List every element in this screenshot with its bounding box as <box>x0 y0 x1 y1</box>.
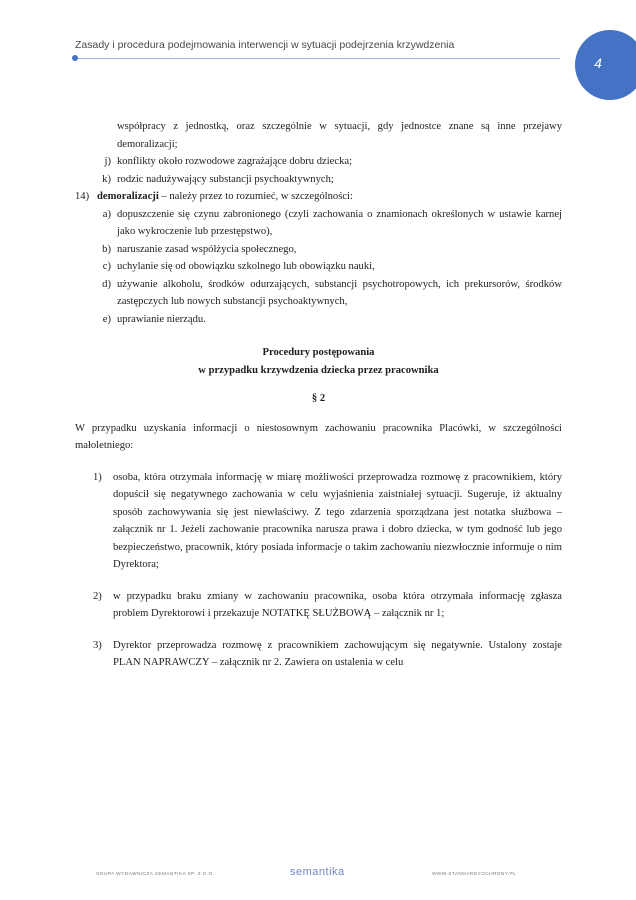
list-item-k <box>75 171 562 189</box>
paragraph-sign: § 2 <box>311 393 326 404</box>
list-item-text: dopuszczenie się czynu zabronionego (czyli zachowania o znamionach określonych w ustawie karnej jako wykroczenie lub przestępstwo), <box>117 208 562 237</box>
footer-logo: semantika <box>290 866 345 878</box>
item-marker: 1) <box>93 471 102 483</box>
section-title-line1: Procedury postępowania <box>262 347 375 358</box>
list-marker: c) <box>102 261 111 272</box>
list-marker: d) <box>102 278 111 290</box>
footer-publisher: GRUPA WYDAWNICZA SEMANTIKA SP. Z O.O. <box>96 872 215 877</box>
list-continuation: współpracy z jednostką, oraz szczególnie w sytuacji, gdy jednostce znane są inne przejawy demoralizacji; <box>117 121 562 150</box>
list-item-text: używanie alkoholu, środków odurzających, substancji psychotropowych, ich prekursorów, środków zastępczych lub nowych substancji psychoaktywnych, <box>117 278 562 307</box>
definition-term: demoralizacji <box>97 191 159 202</box>
document-body <box>75 118 562 686</box>
list-item-b <box>75 241 562 259</box>
definition-description: – należy przez to rozumieć, w szczególności: <box>158 191 353 202</box>
definition-14 <box>75 188 562 206</box>
section-title-line2: w przypadku krzywdzenia dziecka przez pracownika <box>198 365 439 376</box>
section-title <box>75 344 562 380</box>
numbered-item-1 <box>75 469 562 574</box>
list-item-text: uchylanie się od obowiązku szkolnego lub obowiązku nauki, <box>117 261 375 272</box>
item-marker: 3) <box>93 639 102 651</box>
list-item-e <box>75 311 562 329</box>
list-marker: b) <box>102 243 111 255</box>
list-item-c <box>75 258 562 276</box>
footer-website: WWW.STANDARDYOCHRONY.PL <box>432 872 517 877</box>
list-item-j <box>75 153 562 171</box>
list-item-text: rodzic nadużywający substancji psychoaktywnych; <box>117 173 334 185</box>
list-marker: e) <box>102 313 111 325</box>
item-text: osoba, która otrzymała informację w miarę możliwości przeprowadza rozmowę z pracownikiem, który dopuścił się negatywnego zachowania w celu wyjaśnienia zaistniałej sytuacji. Sugeruje, iż aktualny sposób zachowywania się jest niewłaściwy. Z tego zdarzenia sporządzana jest notatka służbowa – załącznik nr 1. Jeżeli zachowanie pracownika narusza prawa i dobro dziecka, w tym godność lub jego bezpieczeństwo, pracownik, który posiada informacje o takim zachowaniu niezwłocznie informuje o nim Dyrektora; <box>113 471 562 570</box>
list-item-text: uprawianie nierządu. <box>117 313 206 325</box>
header-dot <box>72 55 78 61</box>
section-intro: W przypadku uzyskania informacji o niestosownym zachowaniu pracownika Placówki, w szczególności małoletniego: <box>75 422 562 451</box>
header-divider <box>75 58 560 59</box>
item-marker: 2) <box>93 590 102 602</box>
list-item-a <box>75 206 562 241</box>
numbered-item-2 <box>75 588 562 623</box>
list-item-d <box>75 276 562 311</box>
running-header: Zasady i procedura podejmowania interwencji w sytuacji podejrzenia krzywdzenia <box>75 39 455 51</box>
item-text: w przypadku braku zmiany w zachowaniu pracownika, osoba która otrzymała informację zgłasza problem Dyrektorowi i przekazuje NOTATKĘ SŁUŻBOWĄ – załącznik nr 1; <box>113 590 562 619</box>
list-item-text: konflikty około rozwodowe zagrażające dobru dziecka; <box>117 156 353 167</box>
list-item-text: naruszanie zasad współżycia społecznego, <box>117 243 297 255</box>
list-marker: j) <box>104 156 111 167</box>
numbered-item-3 <box>75 637 562 672</box>
list-marker: a) <box>102 208 111 220</box>
item-text: Dyrektor przeprowadza rozmowę z pracownikiem zachowującym się negatywnie. Ustalony zostaje PLAN NAPRAWCZY – załącznik nr 2. Zawiera on ustalenia w celu <box>113 639 562 668</box>
list-marker: k) <box>102 173 111 185</box>
definition-text <box>97 188 353 206</box>
page-number: 4 <box>594 55 602 71</box>
definition-marker: 14) <box>75 191 90 202</box>
